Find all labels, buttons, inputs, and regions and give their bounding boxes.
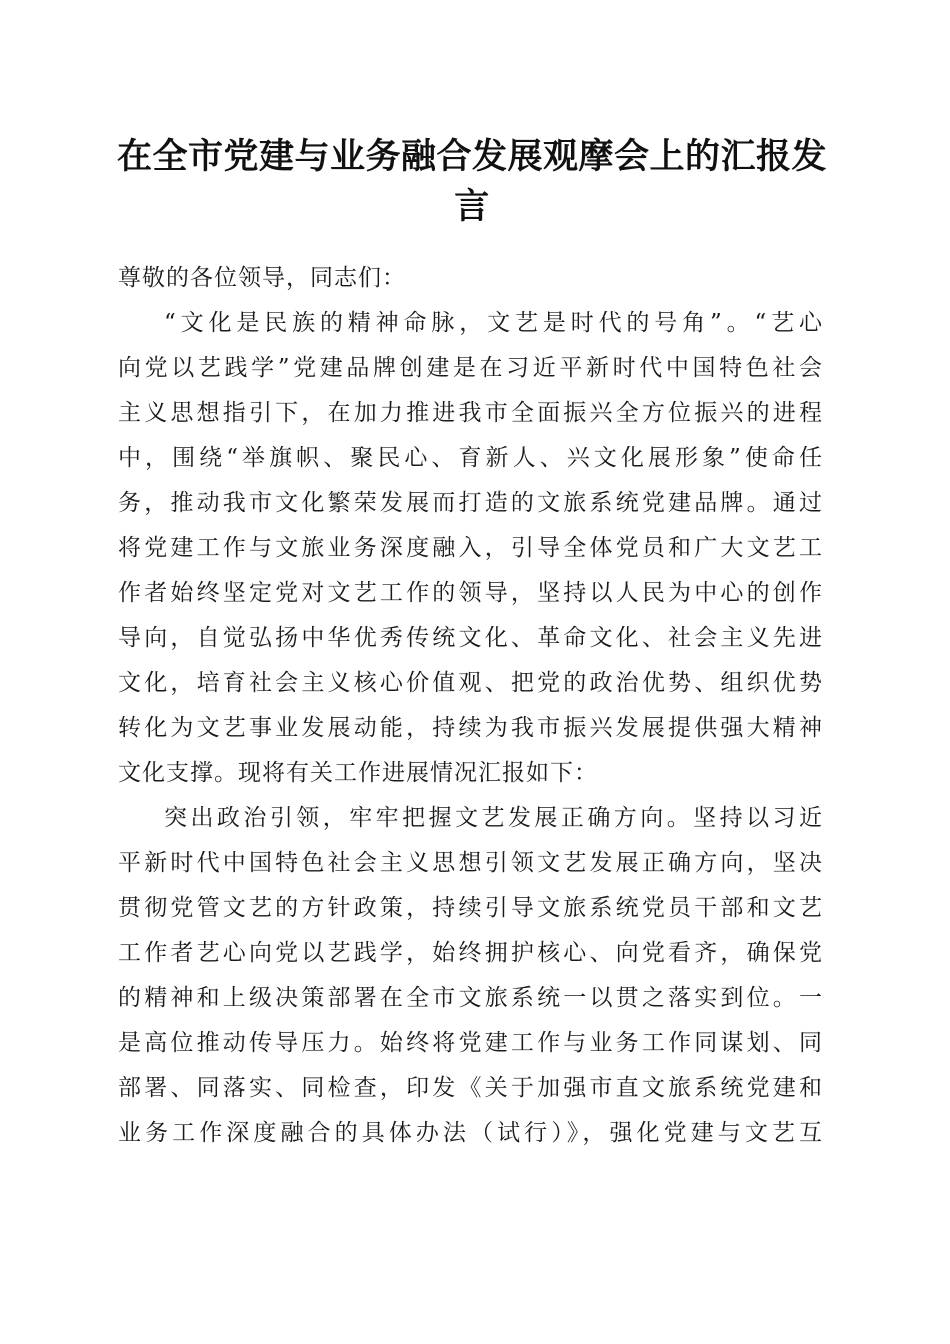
text-line: “文化是民族的精神命脉，文艺是时代的号角”。“艺心 xyxy=(164,310,823,336)
text-line: 业务工作深度融合的具体办法（试行）》，强化党建与文艺互 xyxy=(118,1120,823,1146)
text-line: 突出政治引领，牢牢把握文艺发展正确方向。坚持以习近 xyxy=(164,805,823,831)
text-line: 主义思想指引下，在加力推进我市全面振兴全方位振兴的进程 xyxy=(118,400,823,426)
text-line: 文化，培育社会主义核心价值观、把党的政治优势、组织优势 xyxy=(118,670,823,696)
text-line: 将党建工作与文旅业务深度融入，引导全体党员和广大文艺工 xyxy=(118,535,823,561)
text-line: 工作者艺心向党以艺践学，始终拥护核心、向党看齐，确保党 xyxy=(118,940,823,966)
text-line: 导向，自觉弘扬中华优秀传统文化、革命文化、社会主义先进 xyxy=(118,625,823,651)
text-line: 务，推动我市文化繁荣发展而打造的文旅系统党建品牌。通过 xyxy=(118,490,823,516)
paragraph-political-guidance xyxy=(118,796,823,1156)
text-line: 的精神和上级决策部署在全市文旅系统一以贯之落实到位。一 xyxy=(118,985,823,1011)
text-line: 转化为文艺事业发展动能，持续为我市振兴发展提供强大精神 xyxy=(118,715,823,741)
text-line: 中，围绕“举旗帜、聚民心、育新人、兴文化展形象”使命任 xyxy=(118,445,823,471)
document-body xyxy=(118,256,823,1156)
text-line: 向党以艺践学”党建品牌创建是在习近平新时代中国特色社会 xyxy=(118,355,823,381)
text-line: 部署、同落实、同检查，印发《关于加强市直文旅系统党建和 xyxy=(118,1075,823,1101)
text-line: 是高位推动传导压力。始终将党建工作与业务工作同谋划、同 xyxy=(118,1030,823,1056)
document-title: 在全市党建与业务融合发展观摩会上的汇报发言 xyxy=(116,136,827,227)
text-line: 作者始终坚定党对文艺工作的领导，坚持以人民为中心的创作 xyxy=(118,580,823,606)
salutation: 尊敬的各位领导，同志们： xyxy=(118,265,406,291)
text-line: 平新时代中国特色社会主义思想引领文艺发展正确方向，坚决 xyxy=(118,850,823,876)
text-line: 贯彻党管文艺的方针政策，持续引导文旅系统党员干部和文艺 xyxy=(118,895,823,921)
text-line: 文化支撑。现将有关工作进展情况汇报如下： xyxy=(118,760,598,786)
paragraph-intro xyxy=(118,301,823,796)
